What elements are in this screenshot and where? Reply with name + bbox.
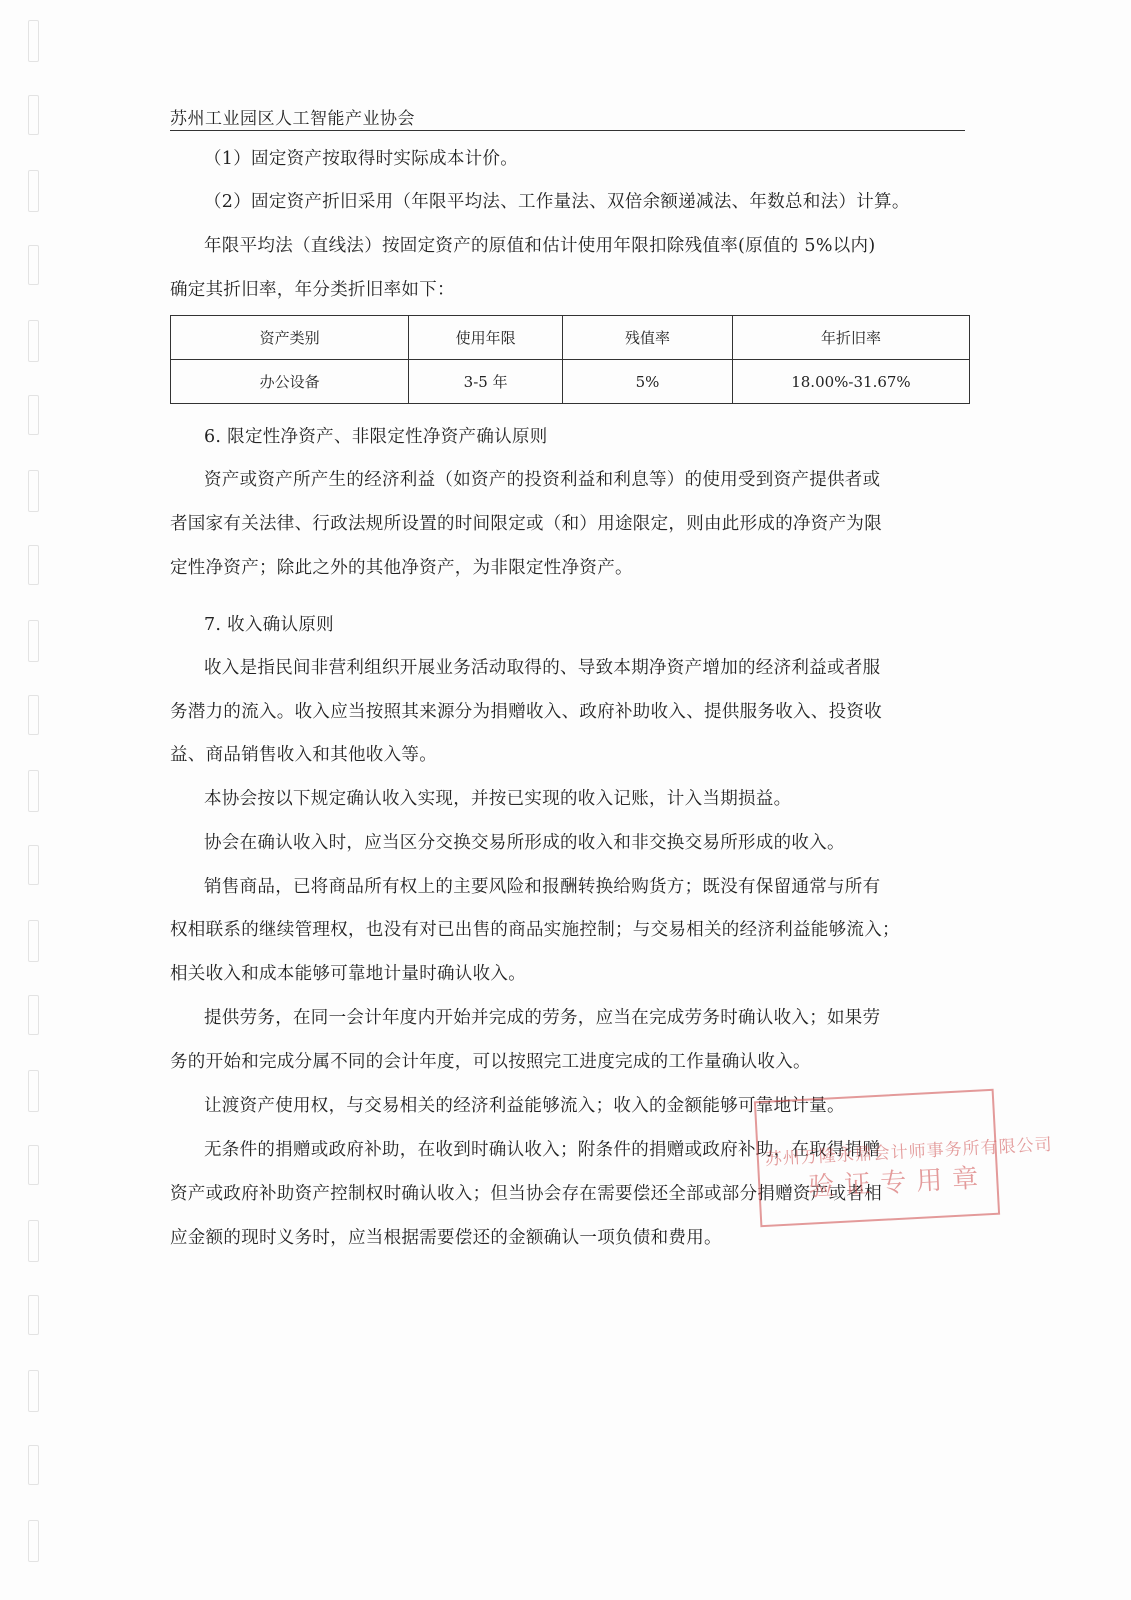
binding-mark — [28, 320, 39, 362]
table-header-cell: 使用年限 — [409, 316, 563, 360]
binding-mark — [28, 920, 39, 962]
section-7-line: 无条件的捐赠或政府补助，在收到时确认收入；附条件的捐赠或政府补助，在取得捐赠 — [204, 1140, 881, 1160]
section-6-line: 者国家有关法律、行政法规所设置的时间限定或（和）用途限定，则由此形成的净资产为限 — [170, 514, 882, 534]
depreciation-table — [170, 315, 970, 404]
section-7-line: 益、商品销售收入和其他收入等。 — [170, 745, 437, 765]
table-header-cell: 残值率 — [563, 316, 733, 360]
section-7-line: 销售商品，已将商品所有权上的主要风险和报酬转换给购货方；既没有保留通常与所有 — [204, 877, 881, 897]
paragraph-fixed-asset-cost: （1）固定资产按取得时实际成本计价。 — [204, 149, 519, 169]
header-title: 苏州工业园区人工智能产业协会 — [170, 109, 415, 129]
binding-mark — [28, 995, 39, 1035]
section-6-heading: 6. 限定性净资产、非限定性净资产确认原则 — [204, 427, 548, 447]
binding-mark — [28, 20, 39, 62]
binding-mark — [28, 170, 39, 212]
table-header-cell: 年折旧率 — [732, 316, 969, 360]
section-7-line: 提供劳务，在同一会计年度内开始并完成的劳务，应当在完成劳务时确认收入；如果劳 — [204, 1008, 881, 1028]
verification-stamp — [754, 1089, 1054, 1227]
binding-mark — [28, 1145, 39, 1185]
paragraph-straight-line-2: 确定其折旧率，年分类折旧率如下： — [170, 280, 455, 300]
binding-mark — [28, 1445, 39, 1485]
table-cell: 办公设备 — [171, 360, 409, 404]
section-7-line: 资产或政府补助资产控制权时确认收入；但当协会存在需要偿还全部或部分捐赠资产或者相 — [170, 1184, 882, 1204]
page-header — [170, 100, 965, 131]
binding-mark — [28, 95, 39, 135]
binding-mark — [28, 1295, 39, 1335]
binding-mark — [28, 245, 39, 285]
binding-mark — [28, 845, 39, 885]
binding-mark — [28, 545, 39, 585]
binding-mark — [28, 1070, 39, 1112]
table-cell: 18.00%-31.67% — [732, 360, 969, 404]
paragraph-straight-line-1: 年限平均法（直线法）按固定资产的原值和估计使用年限扣除残值率(原值的 5%以内) — [204, 236, 876, 256]
section-7-heading: 7. 收入确认原则 — [204, 615, 334, 635]
section-7-line: 权相联系的继续管理权，也没有对已出售的商品实施控制；与交易相关的经济利益能够流入； — [170, 920, 900, 940]
section-7-line: 相关收入和成本能够可靠地计量时确认收入。 — [170, 964, 526, 984]
table-row — [171, 360, 970, 404]
table-header-cell: 资产类别 — [171, 316, 409, 360]
table-header-row — [171, 316, 970, 360]
section-7-line: 让渡资产使用权，与交易相关的经济利益能够流入；收入的金额能够可靠地计量。 — [204, 1096, 845, 1116]
table-cell: 5% — [563, 360, 733, 404]
binding-mark — [28, 1220, 39, 1262]
binding-mark — [28, 770, 39, 812]
binding-mark — [28, 1370, 39, 1412]
binding-mark — [28, 1520, 39, 1562]
section-7-line: 务潜力的流入。收入应当按照其来源分为捐赠收入、政府补助收入、提供服务收入、投资收 — [170, 702, 882, 722]
binding-mark — [28, 395, 39, 435]
binding-mark — [28, 470, 39, 512]
binding-mark — [28, 695, 39, 735]
section-7-line: 收入是指民间非营利组织开展业务活动取得的、导致本期净资产增加的经济利益或者服 — [204, 658, 881, 678]
stamp-firm-name: 苏州万隆永鼎会计师事务所有限公司 — [764, 1134, 1054, 1170]
section-7-line: 务的开始和完成分属不同的会计年度，可以按照完工进度完成的工作量确认收入。 — [170, 1052, 811, 1072]
table-cell: 3-5 年 — [409, 360, 563, 404]
section-7-line: 应金额的现时义务时，应当根据需要偿还的金额确认一项负债和费用。 — [170, 1228, 722, 1248]
paragraph-depreciation-method: （2）固定资产折旧采用（年限平均法、工作量法、双倍余额递减法、年数总和法）计算。 — [204, 192, 910, 212]
section-7-line: 本协会按以下规定确认收入实现，并按已实现的收入记账，计入当期损益。 — [204, 789, 792, 809]
stamp-seal-text: 验证专用章 — [807, 1163, 990, 1203]
binding-mark — [28, 620, 39, 662]
section-6-line: 资产或资产所产生的经济利益（如资产的投资利益和利息等）的使用受到资产提供者或 — [204, 470, 881, 490]
section-7-line: 协会在确认收入时，应当区分交换交易所形成的收入和非交换交易所形成的收入。 — [204, 833, 845, 853]
section-6-line: 定性净资产；除此之外的其他净资产，为非限定性净资产。 — [170, 558, 633, 578]
